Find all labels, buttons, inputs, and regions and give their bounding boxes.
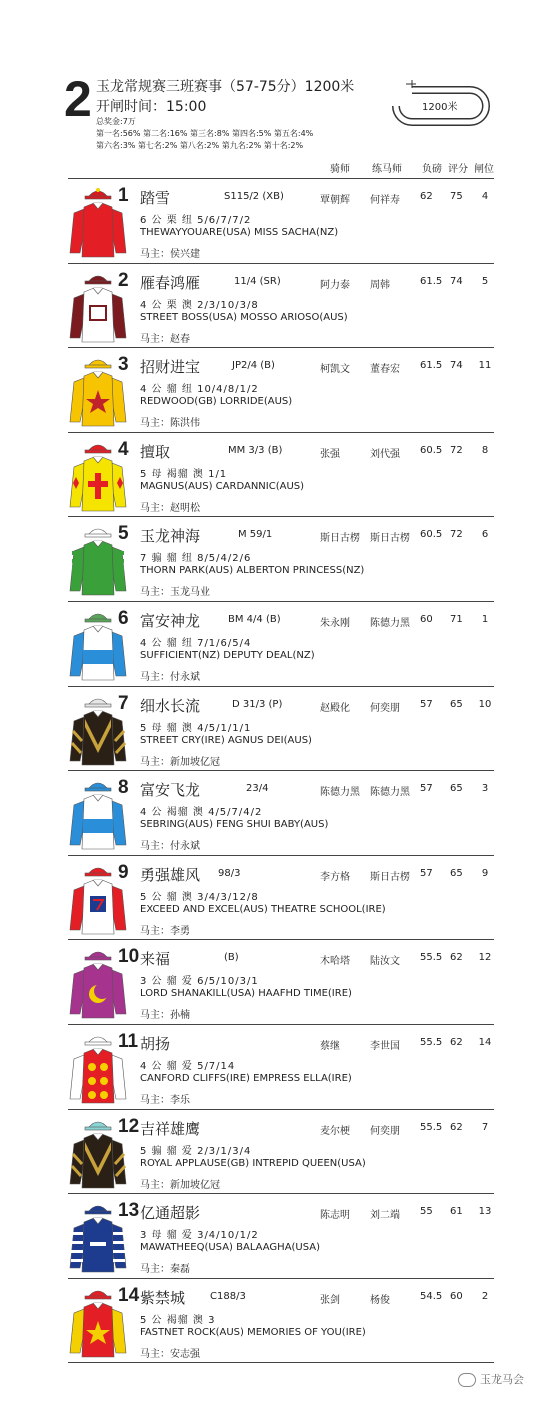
horse-details: 3 母 骝 爱 3/4/10/1/2 bbox=[140, 1230, 259, 1242]
horse-rating-code: BM 4/4 (B) bbox=[228, 614, 281, 625]
horse-pedigree: SEBRING(AUS) FENG SHUI BABY(AUS) bbox=[140, 819, 329, 831]
carried-weight: 60.5 bbox=[420, 444, 443, 456]
race-number: 2 bbox=[64, 71, 92, 127]
prize-info bbox=[96, 116, 313, 152]
trainer-name: 斯日古楞 bbox=[370, 533, 410, 545]
horse-pedigree: REDWOOD(GB) LORRIDE(AUS) bbox=[140, 396, 293, 408]
trainer-name: 陈德力黑 bbox=[370, 618, 410, 629]
carried-weight: 61.5 bbox=[420, 360, 443, 372]
horse-pedigree: THORN PARK(AUS) ALBERTON PRINCESS(NZ) bbox=[140, 565, 365, 577]
horse-pedigree: ROYAL APPLAUSE(GB) INTREPID QUEEN(USA) bbox=[140, 1157, 366, 1169]
trainer-name: 杨俊 bbox=[370, 1294, 390, 1306]
horse-owner: 马主：李勇 bbox=[140, 925, 190, 937]
race-title: 玉龙常规赛三班赛事（57-75分）1200米 bbox=[96, 79, 355, 95]
horse-name: 胡扬 bbox=[140, 1035, 171, 1053]
barrier-draw: 5 bbox=[481, 275, 489, 287]
horse-rating-code: JP2/4 (B) bbox=[232, 360, 275, 372]
runner-number: 2 bbox=[118, 269, 129, 291]
horse-rating: 74 bbox=[450, 360, 463, 372]
race-start-time: 开闸时间：15:00 bbox=[96, 99, 207, 115]
carried-weight: 55.5 bbox=[420, 1121, 443, 1133]
horse-name: 亿通超影 bbox=[140, 1204, 201, 1223]
horse-owner: 马主：赵春 bbox=[140, 333, 190, 345]
jockey-name: 张强 bbox=[320, 448, 340, 460]
horse-name: 富安飞龙 bbox=[140, 781, 201, 800]
carried-weight: 57 bbox=[420, 698, 433, 710]
carried-weight: 55.5 bbox=[420, 1037, 443, 1048]
horse-owner: 马主：赵明松 bbox=[140, 502, 200, 514]
horse-details: 5 公 骝 澳 3/4/3/12/8 bbox=[140, 891, 259, 903]
watermark: 玉龙马会 bbox=[458, 1371, 524, 1387]
barrier-draw: 12 bbox=[478, 952, 492, 964]
jockey-name: 麦尔梗 bbox=[320, 1125, 350, 1137]
horse-rating-code: 11/4 (SR) bbox=[234, 275, 281, 287]
jockey-name: 斯日古楞 bbox=[320, 533, 360, 545]
trainer-name: 刘代强 bbox=[370, 448, 400, 460]
horse-rating: 65 bbox=[450, 783, 463, 795]
horse-details: 4 公 骝 纽 7/1/6/5/4 bbox=[140, 638, 252, 649]
horse-rating: 60 bbox=[450, 1290, 463, 1302]
horse-pedigree: THEWAYYOUARE(USA) MISS SACHA(NZ) bbox=[140, 227, 339, 238]
barrier-draw: 3 bbox=[481, 783, 489, 795]
runner-row bbox=[68, 686, 494, 771]
horse-details: 7 骟 骝 纽 8/5/4/2/6 bbox=[140, 553, 252, 565]
carried-weight: 57 bbox=[420, 783, 433, 795]
runner-row bbox=[68, 1024, 494, 1109]
trainer-name: 陆汝文 bbox=[370, 956, 400, 968]
barrier-draw: 13 bbox=[478, 1206, 492, 1218]
wechat-icon bbox=[458, 1373, 476, 1387]
col-jockey: 骑师 bbox=[330, 164, 350, 175]
runner-row bbox=[68, 1193, 494, 1278]
horse-details: 5 母 褐骝 澳 1/1 bbox=[140, 468, 228, 480]
horse-owner: 马主：安志强 bbox=[140, 1348, 200, 1360]
horse-name: 踏雪 bbox=[140, 189, 171, 207]
prize-split-2: 第六名:3% 第七名:2% 第八名:2% 第九名:2% 第十名:2% bbox=[96, 141, 304, 150]
divider bbox=[68, 1362, 494, 1363]
horse-rating-code: M 59/1 bbox=[238, 529, 273, 541]
runner-row bbox=[68, 516, 494, 601]
horse-rating-code: C188/3 bbox=[210, 1290, 246, 1302]
jockey-name: 张剑 bbox=[320, 1294, 340, 1306]
runner-number: 13 bbox=[118, 1200, 140, 1222]
jockey-name: 蔡继 bbox=[320, 1041, 340, 1052]
barrier-draw: 9 bbox=[481, 867, 489, 879]
col-trainer: 练马师 bbox=[372, 164, 402, 175]
horse-name: 吉祥雄鹰 bbox=[140, 1119, 201, 1138]
horse-pedigree: MAGNUS(AUS) CARDANNIC(AUS) bbox=[140, 480, 305, 492]
horse-details: 5 骟 骝 爱 2/3/1/3/4 bbox=[140, 1145, 252, 1157]
horse-owner: 马主：李乐 bbox=[140, 1095, 190, 1106]
runner-row bbox=[68, 601, 494, 686]
carried-weight: 55.5 bbox=[420, 952, 443, 964]
barrier-draw: 8 bbox=[481, 444, 489, 456]
runner-number: 3 bbox=[118, 354, 129, 376]
col-draw: 闸位 bbox=[474, 164, 494, 175]
runner-row bbox=[68, 1109, 494, 1194]
horse-details: 5 母 骝 澳 4/5/1/1/1 bbox=[140, 722, 252, 734]
horse-rating-code: (B) bbox=[224, 952, 239, 964]
horse-rating: 65 bbox=[450, 698, 463, 710]
barrier-draw: 1 bbox=[481, 614, 489, 625]
horse-details: 6 公 栗 纽 5/6/7/7/2 bbox=[140, 215, 252, 226]
horse-rating: 75 bbox=[450, 191, 463, 202]
jockey-name: 木哈塔 bbox=[320, 956, 350, 968]
barrier-draw: 2 bbox=[481, 1290, 489, 1302]
trainer-name: 何奕朋 bbox=[370, 1125, 400, 1137]
trainer-name: 董春宏 bbox=[370, 364, 400, 376]
horse-name: 玉龙神海 bbox=[140, 527, 201, 546]
runner-number: 6 bbox=[118, 608, 129, 629]
track-distance: 1200米 bbox=[422, 102, 458, 113]
horse-owner: 马主：新加坡亿冠 bbox=[140, 756, 220, 768]
runner-number: 14 bbox=[118, 1284, 140, 1306]
horse-rating-code: MM 3/3 (B) bbox=[228, 444, 283, 456]
horse-rating-code: D 31/3 (P) bbox=[232, 698, 283, 710]
horse-rating: 62 bbox=[450, 1037, 463, 1048]
horse-details: 4 公 骝 爱 5/7/14 bbox=[140, 1061, 236, 1072]
jockey-name: 李方格 bbox=[320, 871, 350, 883]
runner-number: 8 bbox=[118, 777, 129, 799]
horse-details: 3 公 骝 爱 6/5/10/3/1 bbox=[140, 976, 259, 988]
runner-row bbox=[68, 178, 494, 263]
runner-row bbox=[68, 855, 494, 940]
jockey-name: 柯凯文 bbox=[320, 364, 350, 376]
barrier-draw: 6 bbox=[481, 529, 489, 541]
jockey-name: 覃朝辉 bbox=[320, 195, 350, 206]
barrier-draw: 14 bbox=[478, 1037, 492, 1048]
horse-rating: 74 bbox=[450, 275, 463, 287]
horse-pedigree: MAWATHEEQ(USA) BALAAGHA(USA) bbox=[140, 1242, 321, 1254]
horse-owner: 马主：侯兴建 bbox=[140, 249, 200, 260]
carried-weight: 60 bbox=[420, 614, 433, 625]
trainer-name: 陈德力黑 bbox=[370, 787, 410, 799]
horse-rating-code: 98/3 bbox=[218, 867, 241, 879]
col-weight: 负磅 bbox=[422, 164, 442, 175]
trainer-name: 斯日古楞 bbox=[370, 871, 410, 883]
runner-number: 7 bbox=[118, 692, 129, 714]
trainer-name: 何祥寿 bbox=[370, 195, 400, 206]
jockey-name: 陈志明 bbox=[320, 1210, 350, 1222]
runner-number: 1 bbox=[118, 185, 129, 206]
runner-row bbox=[68, 939, 494, 1024]
horse-details: 4 公 褐骝 澳 4/5/7/4/2 bbox=[140, 807, 263, 819]
runner-number: 5 bbox=[118, 523, 129, 545]
barrier-draw: 7 bbox=[481, 1121, 489, 1133]
prize-split-1: 第一名:56% 第二名:16% 第三名:8% 第四名:5% 第五名:4% bbox=[96, 129, 314, 138]
barrier-draw: 4 bbox=[481, 191, 489, 202]
horse-owner: 马主：玉龙马业 bbox=[140, 587, 210, 599]
runner-row bbox=[68, 432, 494, 517]
horse-rating: 62 bbox=[450, 952, 463, 964]
horse-pedigree: EXCEED AND EXCEL(AUS) THEATRE SCHOOL(IRE) bbox=[140, 903, 386, 915]
horse-rating: 65 bbox=[450, 867, 463, 879]
horse-owner: 马主：陈洪伟 bbox=[140, 418, 200, 430]
runner-row bbox=[68, 347, 494, 432]
horse-owner: 马主：付永斌 bbox=[140, 841, 200, 853]
horse-pedigree: CANFORD CLIFFS(IRE) EMPRESS ELLA(IRE) bbox=[140, 1073, 352, 1084]
runner-row bbox=[68, 1278, 494, 1363]
trainer-name: 何奕朋 bbox=[370, 702, 400, 714]
runner-number: 4 bbox=[118, 438, 129, 460]
carried-weight: 54.5 bbox=[420, 1290, 443, 1302]
jockey-name: 赵殿化 bbox=[320, 702, 350, 714]
horse-owner: 马主：秦磊 bbox=[140, 1264, 190, 1276]
horse-details: 5 公 褐骝 澳 3 bbox=[140, 1314, 216, 1326]
horse-owner: 马主：新加坡亿冠 bbox=[140, 1179, 220, 1191]
horse-rating: 72 bbox=[450, 529, 463, 541]
runner-number: 10 bbox=[118, 946, 140, 968]
column-headers bbox=[0, 160, 560, 176]
horse-details: 4 公 栗 澳 2/3/10/3/8 bbox=[140, 299, 259, 311]
horse-name: 招财进宝 bbox=[140, 358, 201, 377]
horse-name: 来福 bbox=[140, 950, 171, 969]
runner-row bbox=[68, 263, 494, 348]
carried-weight: 55 bbox=[420, 1206, 433, 1218]
carried-weight: 62 bbox=[420, 191, 433, 202]
horse-name: 紫禁城 bbox=[140, 1288, 186, 1307]
horse-pedigree: LORD SHANAKILL(USA) HAAFHD TIME(IRE) bbox=[140, 988, 352, 1000]
carried-weight: 60.5 bbox=[420, 529, 443, 541]
trainer-name: 李世国 bbox=[370, 1041, 400, 1052]
runner-number: 11 bbox=[118, 1031, 139, 1052]
carried-weight: 57 bbox=[420, 867, 433, 879]
horse-rating: 62 bbox=[450, 1121, 463, 1133]
horse-rating: 72 bbox=[450, 444, 463, 456]
horse-rating-code: 23/4 bbox=[246, 783, 269, 795]
horse-rating: 61 bbox=[450, 1206, 463, 1218]
horse-pedigree: STREET CRY(IRE) AGNUS DEI(AUS) bbox=[140, 734, 312, 746]
total-prize: 总奖金:7万 bbox=[96, 117, 136, 126]
horse-name: 勇强雄风 bbox=[140, 865, 201, 884]
horse-pedigree: FASTNET ROCK(AUS) MEMORIES OF YOU(IRE) bbox=[140, 1326, 366, 1338]
jockey-name: 陈德力黑 bbox=[320, 787, 360, 799]
horse-name: 富安神龙 bbox=[140, 612, 201, 630]
jockey-name: 阿力泰 bbox=[320, 279, 350, 291]
horse-owner: 马主：付永斌 bbox=[140, 672, 200, 683]
carried-weight: 61.5 bbox=[420, 275, 443, 287]
horse-rating: 71 bbox=[450, 614, 463, 625]
barrier-draw: 10 bbox=[478, 698, 492, 710]
trainer-name: 刘二端 bbox=[370, 1210, 400, 1222]
horse-name: 雁春鸿雁 bbox=[140, 273, 201, 292]
horse-owner: 马主：孙楠 bbox=[140, 1010, 190, 1022]
horse-rating-code: S115/2 (XB) bbox=[224, 191, 284, 202]
col-rating: 评分 bbox=[448, 164, 468, 175]
runner-number: 9 bbox=[118, 861, 129, 883]
horse-name: 细水长流 bbox=[140, 696, 201, 715]
jockey-name: 朱永刚 bbox=[320, 618, 350, 629]
barrier-draw: 11 bbox=[478, 360, 492, 372]
horse-pedigree: STREET BOSS(USA) MOSSO ARIOSO(AUS) bbox=[140, 311, 348, 323]
horse-details: 4 公 骝 纽 10/4/8/1/2 bbox=[140, 384, 259, 396]
runner-row bbox=[68, 770, 494, 855]
horse-name: 擅取 bbox=[140, 442, 171, 461]
horse-pedigree: SUFFICIENT(NZ) DEPUTY DEAL(NZ) bbox=[140, 650, 315, 661]
runner-number: 12 bbox=[118, 1115, 140, 1137]
trainer-name: 周韩 bbox=[370, 279, 390, 291]
